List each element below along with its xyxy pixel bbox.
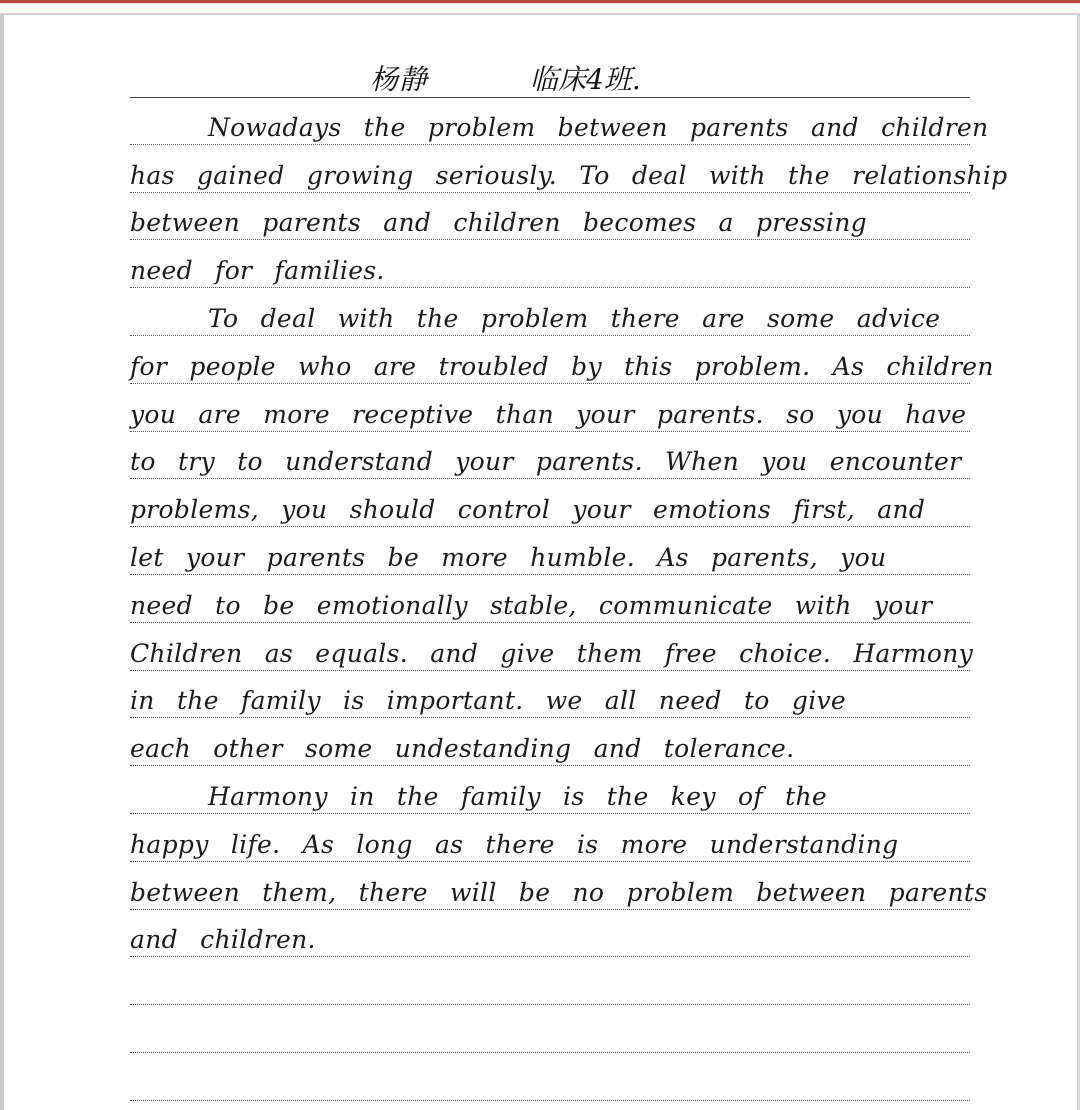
line-text: has gained growing seriously. To deal with the relationship xyxy=(130,160,1008,190)
essay-line xyxy=(130,145,1008,193)
essay-line-blank xyxy=(130,957,970,1005)
line-text: Harmony in the family is the key of the xyxy=(208,781,828,811)
line-text: need to be emotionally stable, communicate with your xyxy=(130,590,933,620)
essay-line xyxy=(130,240,970,288)
line-text: need for families. xyxy=(130,256,385,286)
line-text: happy life. As long as there is more understanding xyxy=(130,829,899,859)
line-text: Nowadays the problem between parents and children xyxy=(208,112,989,142)
class-label: 临床4班. xyxy=(530,63,641,96)
essay-sheet xyxy=(130,40,1008,1110)
line-text: between them, there will be no problem between parents xyxy=(130,877,988,907)
essay-line xyxy=(130,288,970,336)
essay-line xyxy=(130,97,989,145)
essay-line xyxy=(130,527,970,575)
line-text: let your parents be more humble. As parents, you xyxy=(130,542,887,572)
line-text: Children as equals. and give them free choice. Harmony xyxy=(130,638,974,668)
line-text: problems, you should control your emotions first, and xyxy=(130,495,926,525)
essay-line-blank xyxy=(130,1005,970,1053)
window-top-border xyxy=(0,13,1080,15)
line-text: for people who are troubled by this problem. As children xyxy=(130,351,994,381)
line-text: in the family is important. we all need to give xyxy=(130,686,847,716)
line-text: each other some undestanding and tolerance. xyxy=(130,734,795,764)
essay-line xyxy=(130,766,970,814)
essay-line-blank xyxy=(130,1053,970,1101)
essay-line xyxy=(130,862,988,910)
essay-line xyxy=(130,910,970,958)
sheet-header xyxy=(130,40,970,98)
window-top-edge xyxy=(0,0,1080,3)
essay-line xyxy=(130,718,970,766)
left-border xyxy=(0,15,4,1110)
line-text: to try to understand your parents. When you encounter xyxy=(130,447,962,477)
essay-line xyxy=(130,193,970,241)
essay-line xyxy=(130,479,970,527)
essay-body xyxy=(130,97,1008,1101)
essay-line xyxy=(130,814,970,862)
student-name: 杨静 xyxy=(370,63,429,96)
line-text: and children. xyxy=(130,925,316,955)
essay-line xyxy=(130,575,970,623)
line-text: you are more receptive than your parents. so you have xyxy=(130,399,967,429)
essay-line xyxy=(130,384,970,432)
essay-line xyxy=(130,432,970,480)
line-text: To deal with the problem there are some advice xyxy=(208,303,941,333)
essay-line xyxy=(130,336,994,384)
line-text: between parents and children becomes a pressing xyxy=(130,208,867,238)
essay-line xyxy=(130,623,974,671)
essay-line xyxy=(130,671,970,719)
